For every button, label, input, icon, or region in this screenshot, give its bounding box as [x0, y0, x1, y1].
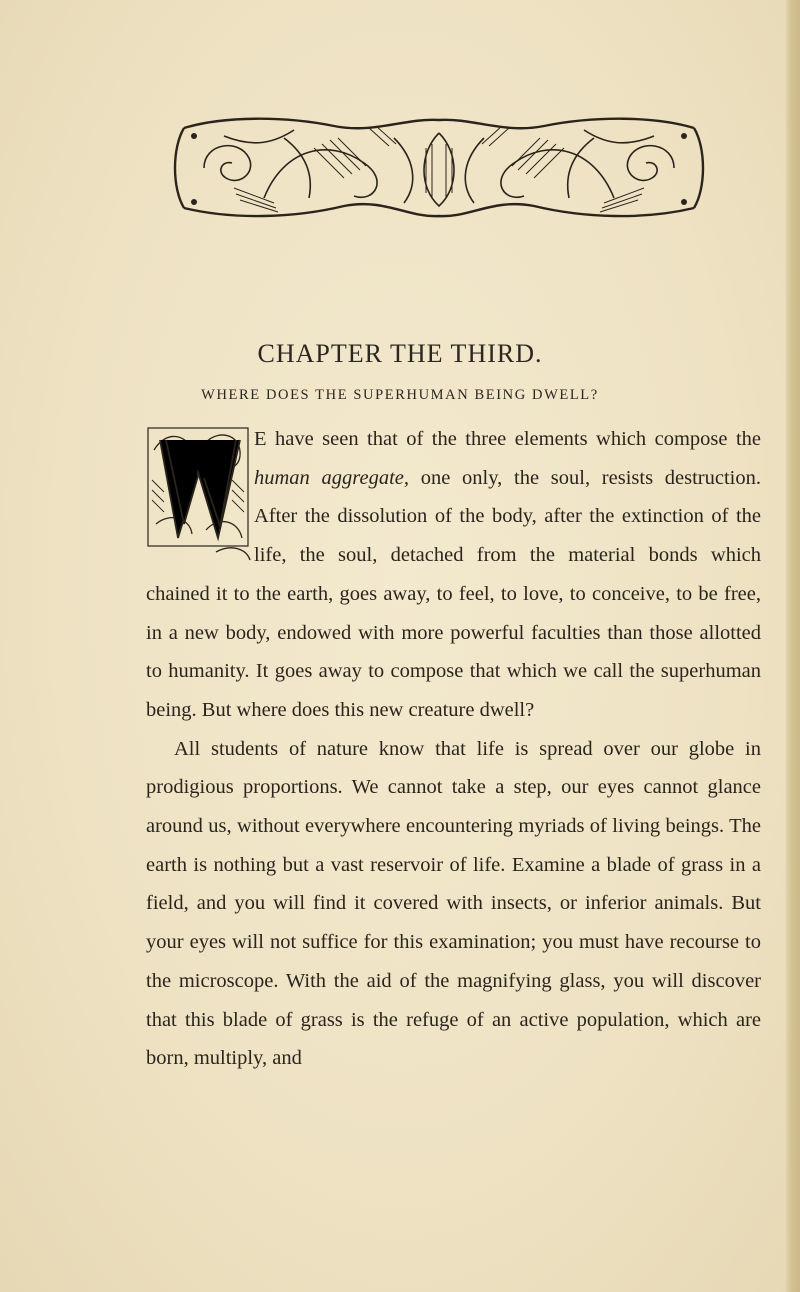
human-aggregate-italic: human aggregate,	[254, 466, 410, 489]
body-text	[146, 420, 761, 1078]
paragraph-1	[146, 420, 761, 730]
paragraph-1-lead: E have seen that of the three elements which compose the	[254, 428, 761, 450]
chapter-subtitle: WHERE DOES THE SUPERHUMAN BEING DWELL?	[201, 387, 599, 403]
chapter-title: CHAPTER THE THIRD.	[257, 339, 543, 368]
page-edge	[786, 0, 800, 1292]
paragraph-1-rest: one only, the soul, resists destruction. After the dissolution of the body, after the extinction of the life, the soul, detached from the material bonds which chained it to the earth, goes away, to feel, to love, to conceive, to be free, in a new body, endowed with more powerful faculties than those allotted to humanity. It goes away to compose that which we call the superhuman being. But where does this new creature dwell?	[146, 466, 761, 721]
ornamental-headpiece	[164, 108, 714, 228]
paragraph-2: All students of nature know that life is spread over our globe in prodigious proportions. We cannot take a step, our eyes cannot glance around us, without everywhere encountering myriads of living beings. The earth is nothing but a vast reservoir of life. Examine a blade of grass in a field, and you will find it covered with insects, or inferior animals. But your eyes will not suffice for this examination; you must have recourse to the microscope. With the aid of the magnifying glass, you will discover that this blade of grass is the refuge of an active population, which are born, multiply, and	[146, 737, 761, 1070]
drop-cap-w-ornament	[146, 420, 254, 570]
